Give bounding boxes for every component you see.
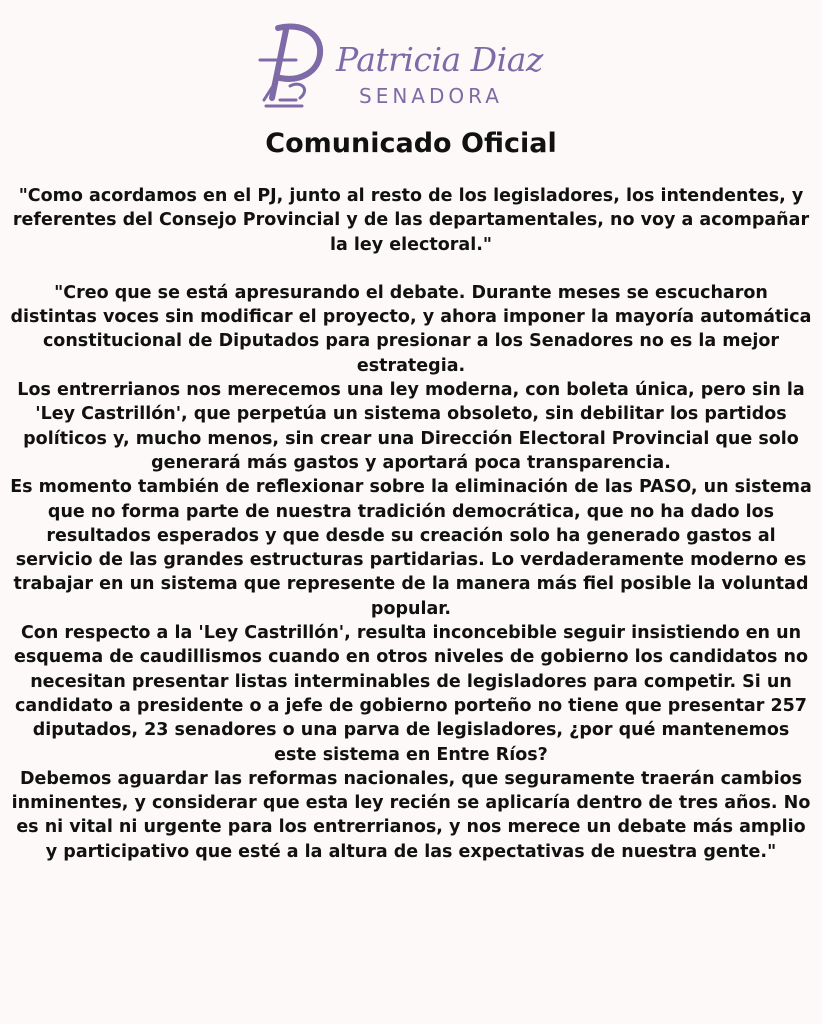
paragraph-quote-2: "Creo que se está apresurando el debate. Durante meses se escucharon distintas voces sin modificar el proyecto, y ahora imponer la mayoría automática constitucional de Diputados para presionar a los Senadores no es la mejor estrategia. bbox=[10, 282, 812, 376]
brand-role: SENADORA bbox=[359, 84, 503, 108]
paragraph-ley-castrillon: Con respecto a la 'Ley Castrillón', resulta inconcebible seguir insistiendo en un esquema de caudillismos cuando en otros niveles de gobierno los candidatos no necesitan presentar listas interminables de legisladores para competir. Si un candidato a presidente o a jefe de gobierno porteño no tiene que presentar 257 diputados, 23 senadores o una parva de legisladores, ¿por qué mantenemos este sistema en Entre Ríos? bbox=[14, 623, 808, 765]
paragraph-paso: Es momento también de reflexionar sobre la eliminación de las PASO, un sistema que no forma parte de nuestra tradición democrática, que no ha dado los resultados esperados y que desde su creación solo ha generado gastos al servicio de las grandes estructuras partidarias. Lo verdaderamente moderno es trabajar en un sistema que represente de la manera más fiel posible la voluntad popular. bbox=[10, 477, 812, 619]
logo bbox=[256, 20, 556, 112]
brand-name: Patricia Diaz bbox=[336, 40, 543, 79]
paragraph-quote-1: "Como acordamos en el PJ, junto al resto de los legisladores, los intendentes, y referentes del Consejo Provincial y de las departamentales, no voy a acompañar la ley electoral." bbox=[12, 186, 810, 255]
paragraph-ley-moderna: Los entrerrianos nos merecemos una ley moderna, con boleta única, pero sin la 'Ley Castrillón', que perpetúa un sistema obsoleto, sin debilitar los partidos políticos y, mucho menos, sin crear una Dirección Electoral Provincial que solo generará más gastos y aportará poca transparencia. bbox=[17, 380, 805, 473]
statement-body bbox=[10, 184, 812, 864]
page-title: Comunicado Oficial bbox=[265, 128, 557, 159]
paragraph-gap bbox=[10, 257, 812, 281]
monogram-icon bbox=[256, 20, 336, 110]
paragraph-reformas: Debemos aguardar las reformas nacionales, que seguramente traerán cambios inminentes, y considerar que esta ley recién se aplicaría dentro de tres años. No es ni vital ni urgente para los entrerrianos, y nos merece un debate más amplio y participativo que esté a la altura de las expectativas de nuestra gente." bbox=[11, 768, 811, 862]
